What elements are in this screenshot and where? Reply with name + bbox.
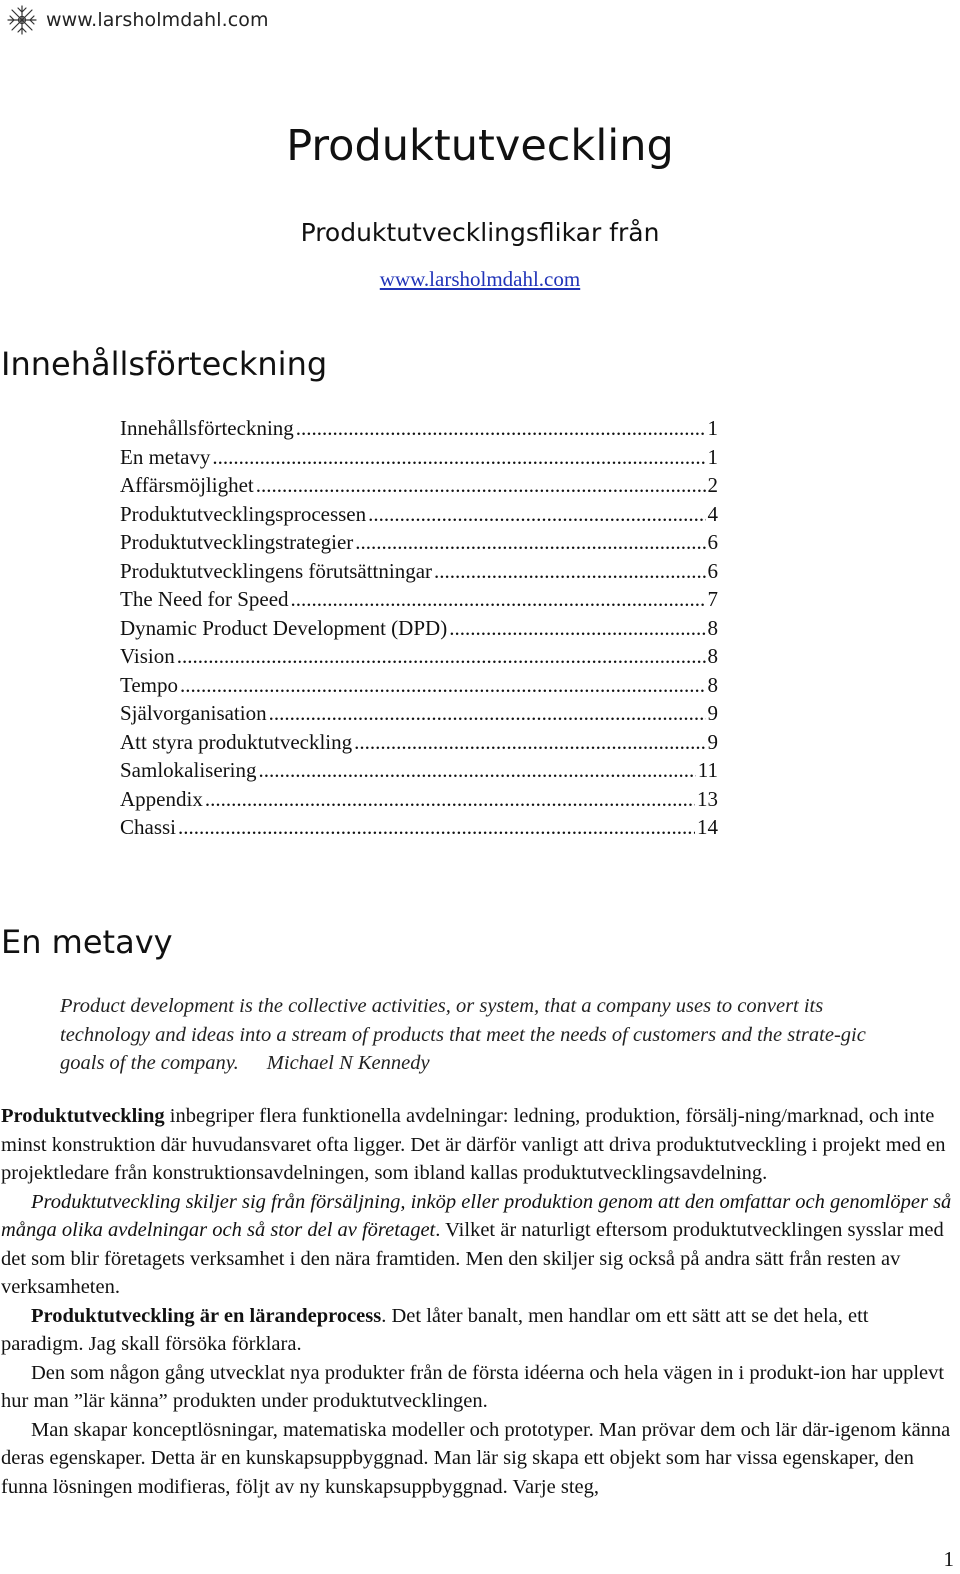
toc-item-page: 2 [707, 473, 718, 497]
toc-leader-dots [180, 671, 705, 700]
site-url-text: www.larsholmdahl.com [46, 9, 269, 31]
paragraph-italic-lead: Produktutveckling skiljer sig från försäljning, inköp eller produktion genom att den omfattar och genomlöper så många olika avdelningar och så stor del av företaget [1, 1190, 952, 1241]
toc-item-page: 1 [707, 416, 718, 440]
toc-leader-dots [296, 414, 706, 443]
toc-item[interactable] [120, 443, 718, 472]
toc-item-label: Innehållsförteckning [120, 416, 294, 440]
site-header-logo[interactable] [6, 4, 269, 36]
toc-leader-dots [212, 443, 705, 472]
toc-item-page: 13 [697, 786, 718, 811]
toc-leader-dots [256, 471, 706, 500]
toc-heading: Innehållsförteckning [1, 345, 328, 383]
paragraph-text: Man skapar konceptlösningar, matematiska modeller och prototyper. Man prövar dem och lär där-igenom känna deras egenskaper. Detta är en kunskapsuppbyggnad. Man lär sig skapa ett objekt som har vissa egenskaper, den funna lösningen modifieras, följt av ny kunskapsuppbyggnad. Varje steg, [1, 1418, 951, 1498]
paragraph [1, 1416, 956, 1502]
section-heading: En metavy [1, 923, 173, 961]
toc-item-label: Appendix [120, 786, 203, 811]
toc-item-label: Självorganisation [120, 701, 267, 725]
paragraph [1, 1188, 956, 1302]
toc-item-page: 1 [707, 444, 718, 469]
toc-item-label: Vision [120, 644, 175, 668]
toc-leader-dots [178, 813, 695, 842]
toc-leader-dots [368, 500, 705, 529]
toc-item[interactable] [120, 813, 718, 842]
toc-item-label: The Need for Speed [120, 587, 289, 611]
document-subtitle: Produktutvecklingsflikar från [300, 218, 660, 247]
table-of-contents [120, 414, 718, 842]
paragraph [1, 1102, 956, 1188]
toc-item-page: 14 [697, 815, 718, 839]
toc-leader-dots [354, 728, 705, 757]
toc-leader-dots [269, 699, 706, 728]
toc-item-page: 6 [707, 558, 718, 583]
toc-item-page: 8 [707, 644, 718, 668]
toc-item[interactable] [120, 671, 718, 700]
toc-item-label: Produktutvecklingstrategier [120, 530, 354, 554]
toc-leader-dots [434, 557, 705, 586]
toc-item[interactable] [120, 785, 718, 814]
toc-item[interactable] [120, 756, 718, 785]
paragraph-text: . Det låter banalt, men handlar om ett sätt att se det hela, ett paradigm. Jag skall försöka förklara. [1, 1304, 869, 1355]
toc-leader-dots [291, 585, 706, 614]
quote-author: Michael N Kennedy [266, 1052, 430, 1074]
toc-item[interactable] [120, 699, 718, 728]
source-link[interactable]: www.larsholmdahl.com [379, 267, 581, 291]
toc-item-page: 6 [707, 530, 718, 554]
toc-item[interactable] [120, 557, 718, 586]
snowflake-star-icon [6, 4, 38, 36]
paragraph-text: . Vilket är naturligt eftersom produktutvecklingen sysslar med det som blir företagets verksamhet i den nära framtiden. Men den skiljer sig också på andra sätt från resten av verksamheten. [1, 1219, 944, 1298]
document-title: Produktutveckling [286, 121, 674, 171]
paragraph-bold-lead: Produktutveckling är en lärandeprocess [31, 1304, 382, 1327]
epigraph-quote [60, 992, 890, 1078]
toc-item-page: 8 [707, 672, 718, 697]
toc-item[interactable] [120, 528, 718, 557]
paragraph-bold-lead: Produktutveckling [1, 1105, 165, 1127]
toc-item-label: Samlokalisering [120, 758, 257, 782]
toc-item-label: Produktutvecklingens förutsättningar [120, 558, 433, 583]
toc-leader-dots [449, 614, 705, 643]
toc-item-label: Produktutvecklingsprocessen [120, 501, 367, 526]
toc-item-page: 9 [707, 701, 718, 725]
toc-item-page: 7 [707, 587, 718, 611]
toc-item[interactable] [120, 585, 718, 614]
toc-item[interactable] [120, 471, 718, 500]
toc-leader-dots [205, 785, 695, 814]
quote-text: Product development is the collective activities, or system, that a company uses to convert its technology and ideas into a stream of products that meet the needs of customers and the strate-gic goals of the company. [60, 995, 866, 1074]
paragraph-text: Den som någon gång utvecklat nya produkter från de första idéerna och hela vägen in i produkt-ion har upplevt hur man ”lär känna” produkten under produktutvecklingen. [1, 1361, 945, 1412]
body-text [1, 1102, 956, 1501]
toc-item-label: Att styra produktutveckling [120, 729, 353, 754]
toc-leader-dots [258, 756, 695, 785]
toc-item[interactable] [120, 642, 718, 671]
toc-item-label: En metavy [120, 444, 211, 469]
toc-item-label: Tempo [120, 672, 179, 697]
paragraph [1, 1359, 956, 1416]
toc-item-page: 9 [707, 729, 718, 754]
toc-item-page: 4 [707, 501, 718, 526]
toc-item-label: Chassi [120, 815, 177, 839]
toc-leader-dots [177, 642, 706, 671]
toc-item-page: 8 [707, 615, 718, 640]
toc-item-page: 11 [697, 758, 718, 782]
toc-item[interactable] [120, 614, 718, 643]
toc-item-label: Affärsmöjlighet [120, 473, 254, 497]
toc-leader-dots [355, 528, 705, 557]
paragraph-text: inbegriper flera funktionella avdelningar: ledning, produktion, försälj-ning/marknad, och inte minst konstruktion där huvudansvaret ofta ligger. Det är därför vanligt att driva produktutveckling i projekt med en projektledare från konstruktionsavdelningen, som ibland kallas produktutvecklingsavdelning. [1, 1105, 946, 1184]
toc-item-label: Dynamic Product Development (DPD) [120, 615, 448, 640]
page-number: 1 [943, 1547, 954, 1571]
source-link-container [0, 266, 960, 292]
toc-item[interactable] [120, 414, 718, 443]
toc-item[interactable] [120, 500, 718, 529]
paragraph [1, 1302, 956, 1359]
toc-item[interactable] [120, 728, 718, 757]
